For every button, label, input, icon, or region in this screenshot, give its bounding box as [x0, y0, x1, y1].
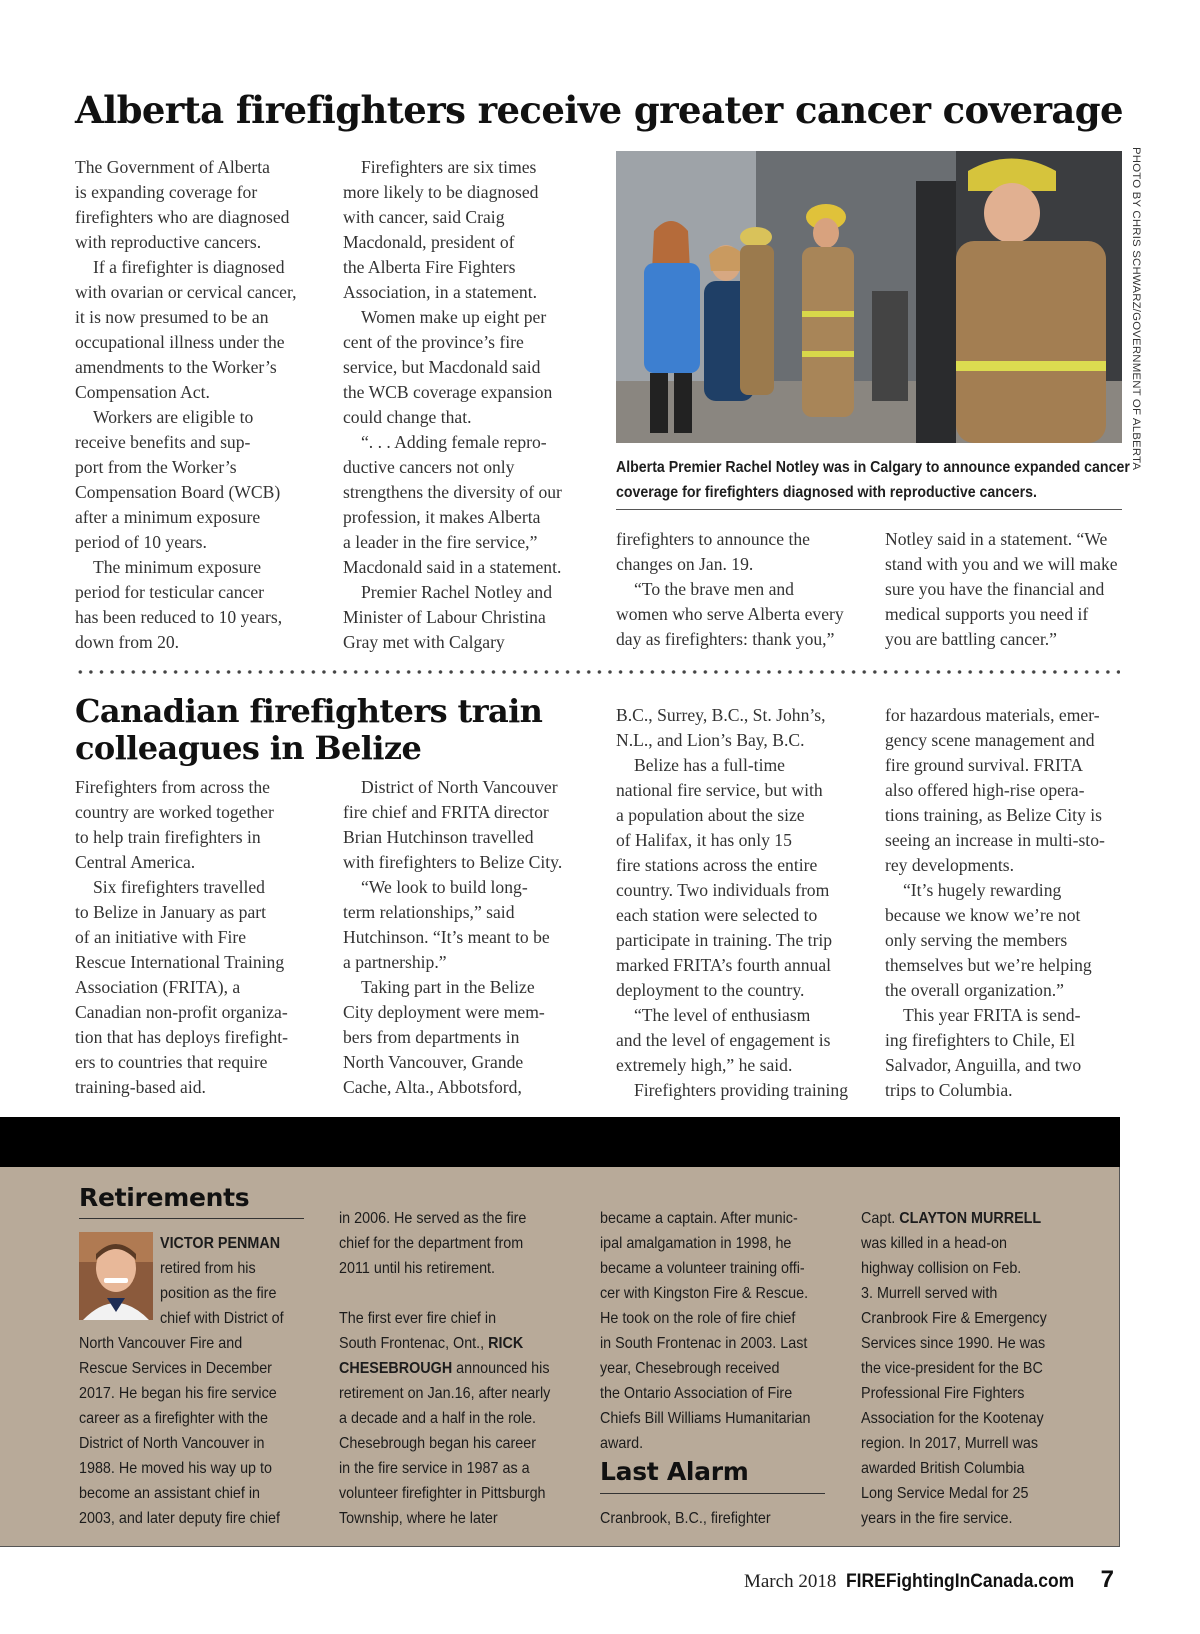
text-line: 2003, and later deputy fire chief: [79, 1510, 280, 1527]
portrait-photo: [79, 1232, 153, 1320]
text-line: fire stations across the entire: [616, 855, 818, 875]
text-line: Macdonald said in a statement.: [343, 557, 562, 577]
text-line: for hazardous materials, emer-: [885, 705, 1100, 725]
paragraph: [616, 527, 866, 577]
text-line: awarded British Columbia: [861, 1460, 1025, 1477]
deceased-name: CLAYTON MURRELL: [899, 1210, 1042, 1227]
text-line: medical supports you need if: [885, 604, 1089, 624]
text-line: He took on the role of fire chief: [600, 1310, 796, 1327]
text-line: service, but Macdonald said: [343, 357, 541, 377]
text-line: sure you have the financial and: [885, 579, 1105, 599]
text-line: marked FRITA’s fourth annual: [616, 955, 832, 975]
article-column: [75, 155, 315, 655]
paragraph: [343, 305, 593, 430]
text-line: 1988. He moved his way up to: [79, 1460, 272, 1477]
text-line: Services since 1990. He was: [861, 1335, 1046, 1352]
text-line: 2017. He began his fire service: [79, 1385, 277, 1402]
text-line: Central America.: [75, 852, 196, 872]
text-line: trips to Columbia.: [885, 1080, 1013, 1100]
paragraph: [75, 775, 325, 875]
text-line: period for testicular cancer: [75, 582, 265, 602]
dotted-divider: [75, 669, 1120, 675]
text-line: day as firefighters: thank you,”: [616, 629, 835, 649]
text-line: Macdonald, president of: [343, 232, 515, 252]
paragraph: [343, 430, 593, 580]
text-line: with ovarian or cervical cancer,: [75, 282, 297, 302]
text-line: changes on Jan. 19.: [616, 554, 754, 574]
retiree-name: RICK: [488, 1335, 524, 1352]
text-line: region. In 2017, Murrell was: [861, 1435, 1039, 1452]
text-line: amendments to the Worker’s: [75, 357, 277, 377]
text-line: The Government of Alberta: [75, 157, 270, 177]
text-line: fire chief and FRITA director: [343, 802, 549, 822]
text-line: you are battling cancer.”: [885, 629, 1057, 649]
paragraph: [885, 878, 1135, 1003]
text-line: a partnership.”: [343, 952, 447, 972]
text-line: it is now presumed to be an: [75, 307, 269, 327]
text-line: Brian Hutchinson travelled: [343, 827, 534, 847]
text-line: Association (FRITA), a: [75, 977, 241, 997]
text-line: career as a firefighter with the: [79, 1410, 268, 1427]
article-column: [885, 527, 1135, 652]
text-line: women who serve Alberta every: [616, 604, 844, 624]
text-line: ers to countries that require: [75, 1052, 268, 1072]
article-column: [616, 527, 866, 652]
text-line: “We look to build long-: [361, 877, 528, 897]
last-alarm-column: Capt. CLAYTON MURRELL was killed in a head-on highway collision on Feb. 3. Murrell served with Cranbrook Fire & Emergency Services since 1990. He was the vice-president for the BC Professional Fire Fighters Association for the Kootenay region. In 2017, Murrell was awarded British Columbia Long Service Medal for 25 years in the fire service.: [861, 1206, 1047, 1531]
article-column: [616, 703, 866, 1103]
paragraph: [75, 405, 315, 555]
paragraph: [343, 975, 593, 1100]
text-line: seeing an increase in multi-sto-: [885, 830, 1105, 850]
portrait-illustration: [79, 1232, 153, 1320]
paragraph: [616, 1078, 866, 1103]
text-line: more likely to be diagnosed: [343, 182, 539, 202]
text-line: tions training, as Belize City is: [885, 805, 1102, 825]
text-line: Chesebrough began his career: [339, 1435, 536, 1452]
text-line: the WCB coverage expansion: [343, 382, 553, 402]
text-line: with reproductive cancers.: [75, 232, 262, 252]
paragraph: [616, 753, 866, 1003]
text-line: to help train firefighters in: [75, 827, 261, 847]
text-line: Belize has a full-time: [634, 755, 785, 775]
text-line: a leader in the fire service,”: [343, 532, 538, 552]
text-line: training-based aid.: [75, 1077, 206, 1097]
text-line: Chiefs Bill Williams Humanitarian: [600, 1410, 811, 1427]
text-line: became a volunteer training offi-: [600, 1260, 805, 1277]
text-line: Compensation Act.: [75, 382, 210, 402]
sidebar-black-bar: [0, 1117, 1120, 1167]
text-line: become an assistant chief in: [79, 1485, 261, 1502]
text-line: of an initiative with Fire: [75, 927, 247, 947]
text-line: volunteer firefighter in Pittsburgh: [339, 1485, 546, 1502]
text-line: Canadian non-profit organiza-: [75, 1002, 288, 1022]
photo-credit: PHOTO BY CHRIS SCHWARZ/GOVERNMENT OF ALBERTA: [1130, 147, 1142, 471]
text-line: gency scene management and: [885, 730, 1095, 750]
text-line: North Vancouver, Grande: [343, 1052, 524, 1072]
text-line: rey developments.: [885, 855, 1014, 875]
text-line: became a captain. After munic-: [600, 1210, 798, 1227]
text-line: Firefighters providing training: [634, 1080, 849, 1100]
text-line: in South Frontenac in 2003. Last: [600, 1335, 808, 1352]
text-line: Long Service Medal for 25: [861, 1485, 1029, 1502]
text-line: period of 10 years.: [75, 532, 207, 552]
text-line: the Ontario Association of Fire: [600, 1385, 793, 1402]
text-line: country. Two individuals from: [616, 880, 830, 900]
text-line: could change that.: [343, 407, 472, 427]
text-line: Firefighters are six times: [361, 157, 537, 177]
text-line: term relationships,” said: [343, 902, 515, 922]
text-line: and the level of engagement is: [616, 1030, 831, 1050]
text-line: port from the Worker’s: [75, 457, 237, 477]
text-line: each station were selected to: [616, 905, 818, 925]
photo-caption: Alberta Premier Rachel Notley was in Calgary to announce expanded cancer coverage for firefighters diagnosed with reproductive cancers.: [616, 459, 1130, 501]
paragraph: [616, 703, 866, 753]
text-line: B.C., Surrey, B.C., St. John’s,: [616, 705, 826, 725]
text-line: with cancer, said Craig: [343, 207, 505, 227]
text-line: “To the brave men and: [634, 579, 794, 599]
article-column: [75, 775, 325, 1100]
text-line: year, Chesebrough received: [600, 1360, 780, 1377]
text-line: of Halifax, it has only 15: [616, 830, 792, 850]
text-line: This year FRITA is send-: [903, 1005, 1081, 1025]
text-line: Salvador, Anguilla, and two: [885, 1055, 1082, 1075]
text-line: Taking part in the Belize: [361, 977, 535, 997]
text-line: themselves but we’re helping: [885, 955, 1092, 975]
text-line: receive benefits and sup-: [75, 432, 251, 452]
text-line: Cache, Alta., Abbotsford,: [343, 1077, 522, 1097]
text-line: Women make up eight per: [361, 307, 547, 327]
text-line: Premier Rachel Notley and: [361, 582, 553, 602]
text-line: to Belize in January as part: [75, 902, 267, 922]
text-line: chief for the department from: [339, 1235, 524, 1252]
text-line: years in the fire service.: [861, 1510, 1013, 1527]
retirements-heading: Retirements: [79, 1183, 250, 1212]
text-line: Cranbrook Fire & Emergency: [861, 1310, 1047, 1327]
paragraph: [885, 527, 1135, 652]
paragraph: [75, 255, 315, 405]
article-headline: Alberta firefighters receive greater cancer coverage: [75, 88, 1123, 132]
article-column: [885, 703, 1135, 1103]
caption-rule: [616, 509, 1122, 510]
text-line: after a minimum exposure: [75, 507, 261, 527]
text-line: a population about the size: [616, 805, 805, 825]
text-line: extremely high,” he said.: [616, 1055, 793, 1075]
text-line: bers from departments in: [343, 1027, 520, 1047]
text-line: because we know we’re not: [885, 905, 1081, 925]
text-line: national fire service, but with: [616, 780, 823, 800]
text-line: Hutchinson. “It’s meant to be: [343, 927, 550, 947]
heading-rule: [79, 1218, 304, 1219]
heading-rule: [600, 1493, 825, 1494]
paragraph: [343, 775, 593, 875]
news-photo: [616, 151, 1122, 443]
last-alarm-text: Cranbrook, B.C., firefighter: [600, 1510, 771, 1527]
paragraph: [75, 875, 325, 1100]
text-line: tion that has deploys firefight-: [75, 1027, 289, 1047]
last-alarm-heading: Last Alarm: [600, 1457, 749, 1486]
text-line: Professional Fire Fighters: [861, 1385, 1025, 1402]
text-line: participate in training. The trip: [616, 930, 833, 950]
paragraph: [75, 555, 315, 655]
text-line: 2011 until his retirement.: [339, 1260, 496, 1277]
text-line: 3. Murrell served with: [861, 1285, 998, 1302]
text-line: the Alberta Fire Fighters: [343, 257, 516, 277]
retirement-column: [79, 1331, 280, 1531]
retiree-name: VICTOR PENMAN: [160, 1235, 281, 1252]
text-line: Rescue Services in December: [79, 1360, 272, 1377]
text-line: with firefighters to Belize City.: [343, 852, 563, 872]
paragraph: [616, 577, 866, 652]
page-number: 7: [1100, 1566, 1114, 1593]
text-line: District of North Vancouver: [361, 777, 558, 797]
text-line: the overall organization.”: [885, 980, 1064, 1000]
text-line: Compensation Board (WCB): [75, 482, 281, 502]
retirement-column: in 2006. He served as the fire chief for the department from 2011 until his retirement. The first ever fire chief in South Frontenac, Ont., RICK CHESEBROUGH announced his retirement on Jan.16, after nearly a decade and a half in the role. Chesebrough began his career in the fire service in 1987 as a volunteer firefighter in Pittsburgh Township, where he later: [339, 1206, 550, 1531]
paragraph: [616, 1003, 866, 1078]
firefighters-photo-illustration: [616, 151, 1122, 443]
text-line: Rescue International Training: [75, 952, 285, 972]
text-line: was killed in a head-on: [861, 1235, 1007, 1252]
text-line: Gray met with Calgary: [343, 632, 505, 652]
paragraph: [343, 155, 593, 305]
text-line: fire ground survival. FRITA: [885, 755, 1083, 775]
text-line: The minimum exposure: [93, 557, 262, 577]
text-line: occupational illness under the: [75, 332, 285, 352]
text-line: only serving the members: [885, 930, 1068, 950]
text-line: If a firefighter is diagnosed: [93, 257, 285, 277]
website: FIREFightingInCanada.com: [845, 1571, 1075, 1592]
text-line: profession, it makes Alberta: [343, 507, 541, 527]
text-line: Firefighters from across the: [75, 777, 270, 797]
paragraph: [885, 1003, 1135, 1103]
text-line: cent of the province’s fire: [343, 332, 524, 352]
text-line: in the fire service in 1987 as a: [339, 1460, 530, 1477]
article-headline: Canadian firefighters train colleagues in Belize: [75, 692, 543, 767]
text-line: deployment to the country.: [616, 980, 805, 1000]
text-line: also offered high-rise opera-: [885, 780, 1085, 800]
text-line: firefighters who are diagnosed: [75, 207, 290, 227]
text-line: Six firefighters travelled: [93, 877, 265, 897]
text-line: N.L., and Lion’s Bay, B.C.: [616, 730, 805, 750]
text-line: a decade and a half in the role.: [339, 1410, 537, 1427]
text-line: country are worked together: [75, 802, 274, 822]
text-line: “The level of enthusiasm: [634, 1005, 811, 1025]
issue-date: March 2018: [743, 1571, 837, 1592]
article-column: [343, 155, 593, 655]
text-line: highway collision on Feb.: [861, 1260, 1022, 1277]
text-line: Association, in a statement.: [343, 282, 537, 302]
text-line: firefighters to announce the: [616, 529, 810, 549]
text-line: is expanding coverage for: [75, 182, 258, 202]
text-line: cer with Kingston Fire & Rescue.: [600, 1285, 809, 1302]
paragraph: [343, 875, 593, 975]
text-line: Workers are eligible to: [93, 407, 254, 427]
retiree-name: CHESEBROUGH: [339, 1360, 453, 1377]
text-line: District of North Vancouver in: [79, 1435, 265, 1452]
text-line: Township, where he later: [339, 1510, 498, 1527]
text-line: City deployment were mem-: [343, 1002, 545, 1022]
paragraph: [343, 580, 593, 655]
text-line: retirement on Jan.16, after nearly: [339, 1385, 551, 1402]
text-line: award.: [600, 1435, 644, 1452]
text-line: has been reduced to 10 years,: [75, 607, 283, 627]
text-line: in 2006. He served as the fire: [339, 1210, 527, 1227]
text-line: ductive cancers not only: [343, 457, 515, 477]
text-line: down from 20.: [75, 632, 180, 652]
retirement-text-beside-photo: VICTOR PENMAN retired from his position as the fire chief with District of: [160, 1231, 284, 1331]
text-line: “It’s hugely rewarding: [903, 880, 1062, 900]
text-line: the vice-president for the BC: [861, 1360, 1043, 1377]
text-line: Minister of Labour Christina: [343, 607, 546, 627]
text-line: North Vancouver Fire and: [79, 1335, 243, 1352]
text-line: Notley said in a statement. “We: [885, 529, 1108, 549]
text-line: stand with you and we will make: [885, 554, 1118, 574]
text-line: “. . . Adding female repro-: [361, 432, 547, 452]
text-line: ing firefighters to Chile, El: [885, 1030, 1076, 1050]
page-footer: [744, 1566, 1114, 1594]
paragraph: [75, 155, 315, 255]
paragraph: [885, 703, 1135, 878]
retirement-column: [600, 1206, 810, 1456]
article-column: [343, 775, 593, 1100]
text-line: strengthens the diversity of our: [343, 482, 562, 502]
text-line: Association for the Kootenay: [861, 1410, 1044, 1427]
text-line: ipal amalgamation in 1998, he: [600, 1235, 792, 1252]
